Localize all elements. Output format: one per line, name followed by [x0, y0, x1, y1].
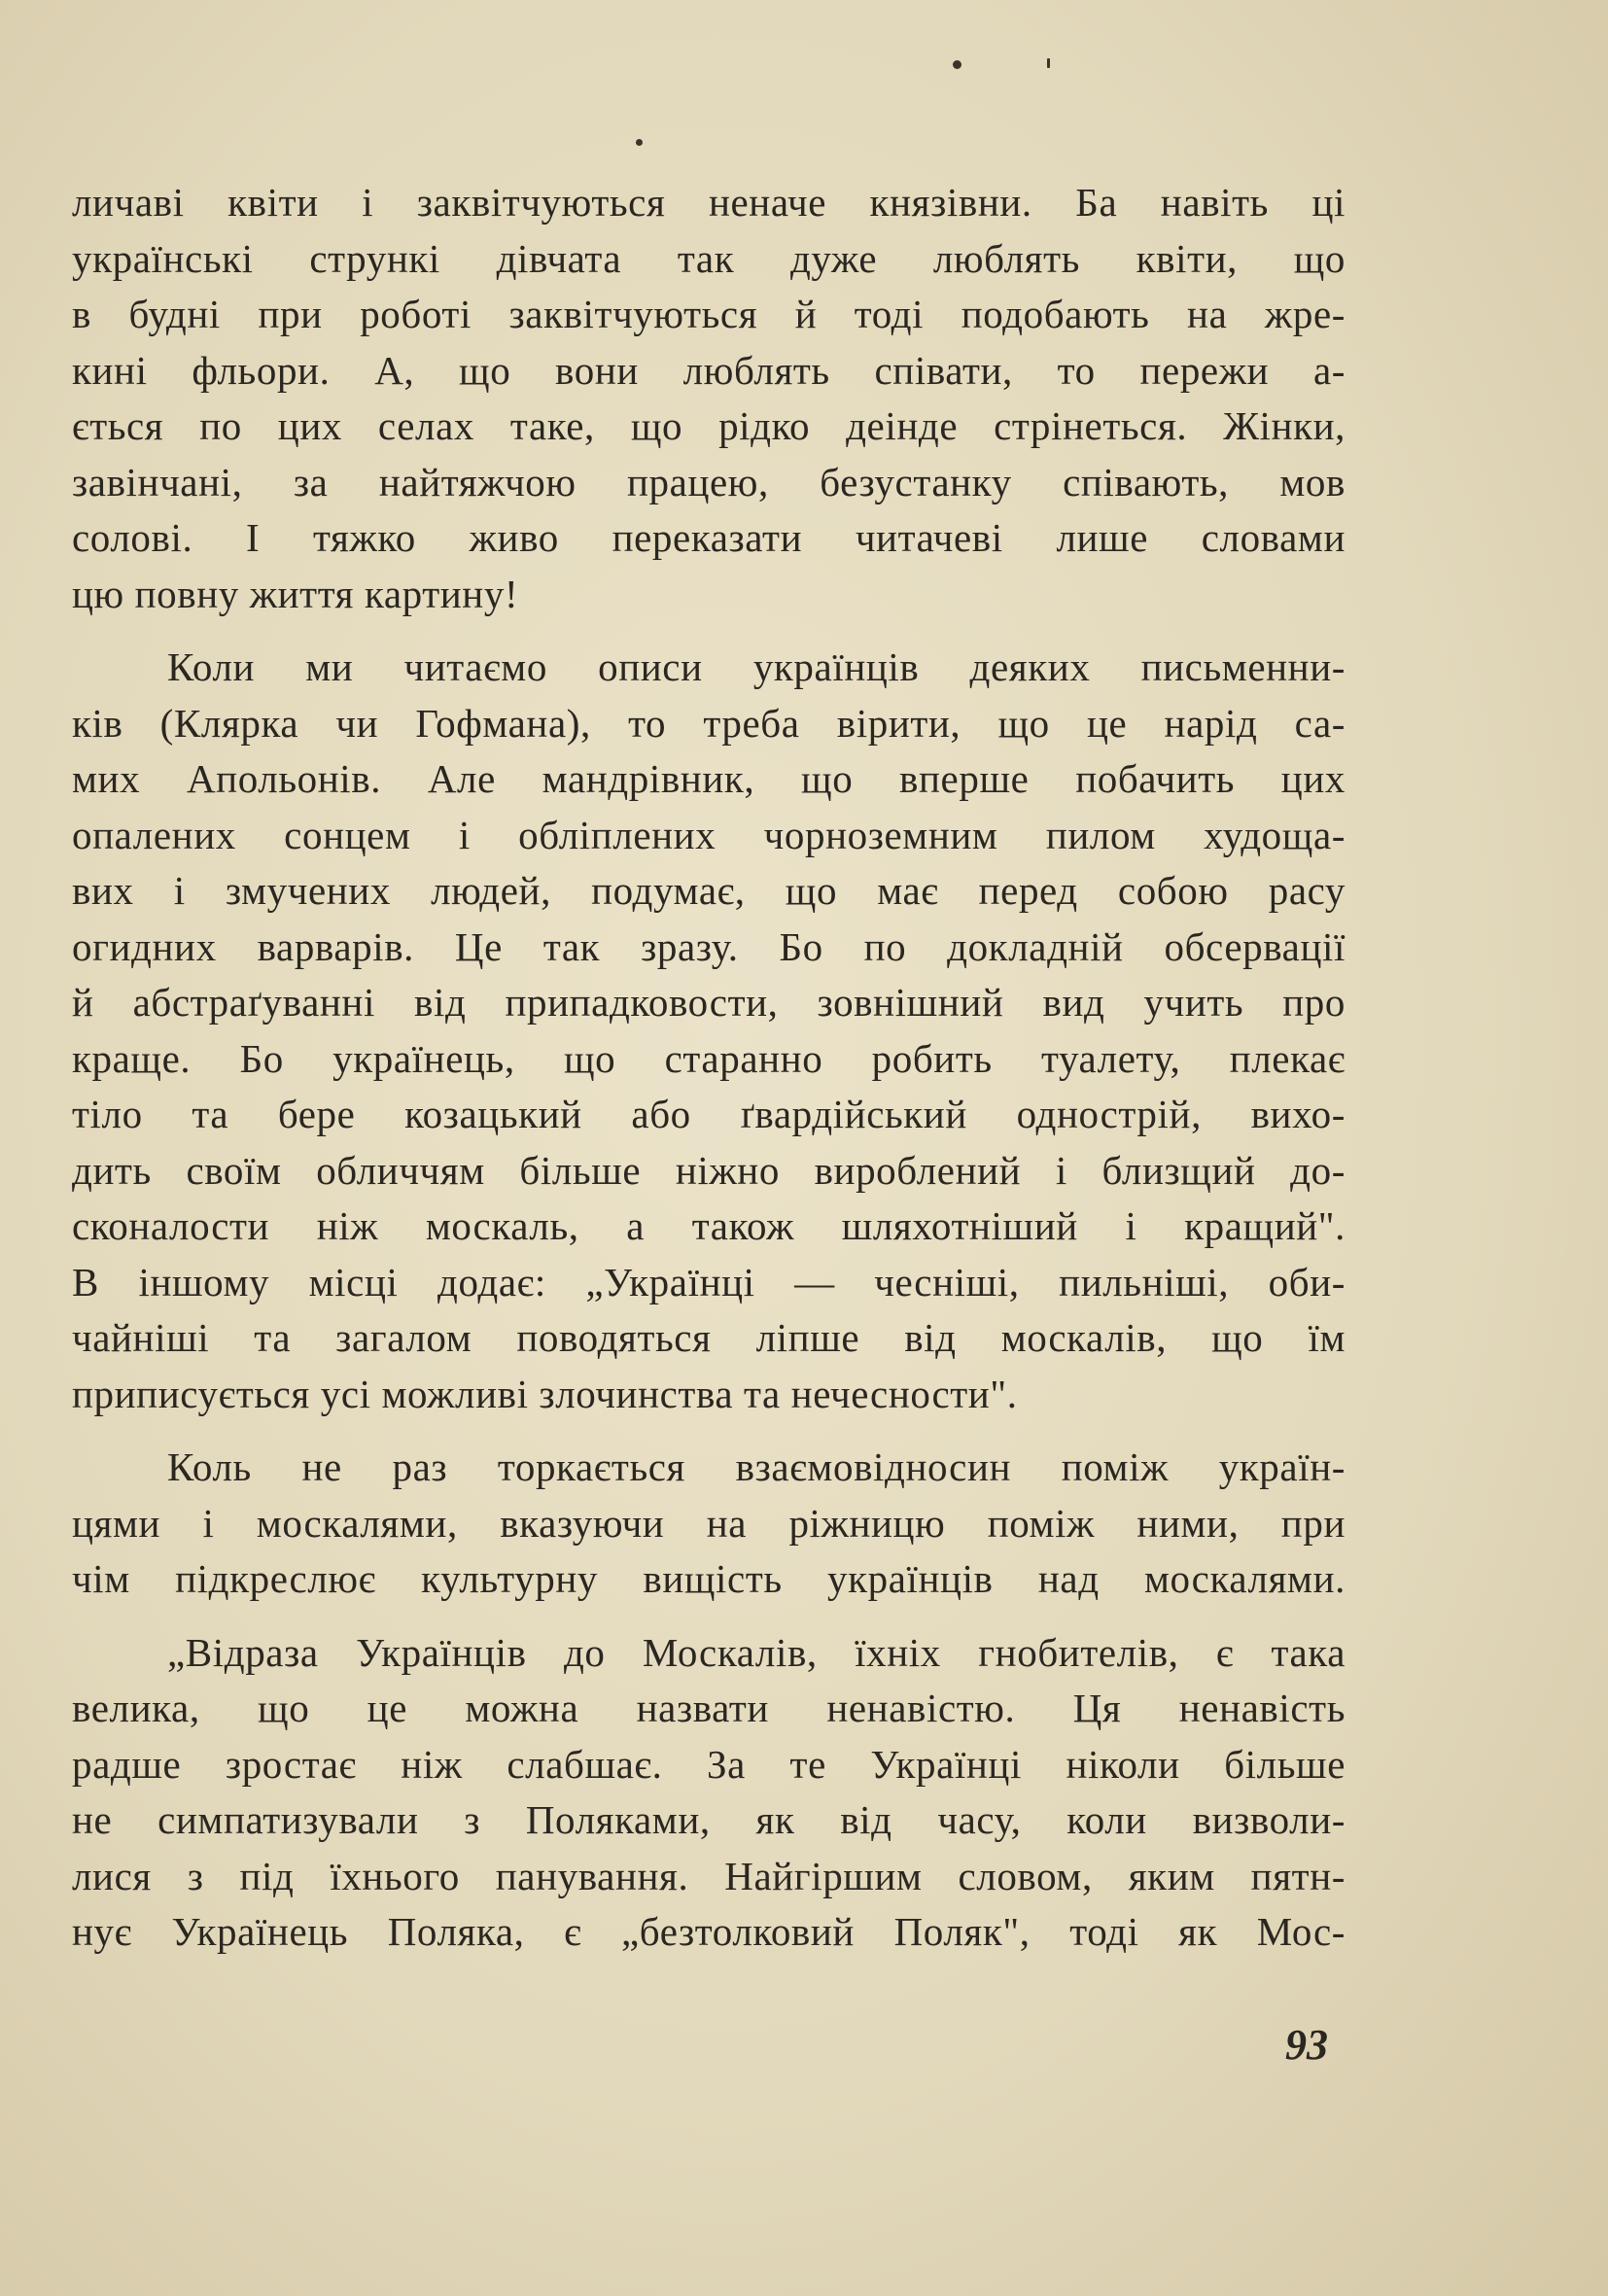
text-line: огидних варварів. Це так зразу. Бо по докладній обсервації — [72, 923, 1346, 969]
text-line: опалених сонцем і обліплених чорноземним пилом худоща- — [72, 812, 1346, 857]
text-line: Коль не раз торкається взаємовідносин поміж україн- — [167, 1444, 1346, 1489]
page-number: 93 — [1285, 2021, 1328, 2069]
text-line: ється по цих селах таке, що рідко деінде стрінеться. Жінки, — [72, 403, 1346, 448]
text-line: українські стрункі дівчата так дуже люблять квіти, що — [72, 235, 1346, 281]
paragraph-2 — [72, 640, 1346, 1422]
text-line: краще. Бо українець, що старанно робить туалету, плекає — [72, 1035, 1346, 1081]
text-line: й абстраґуванні від припадковости, зовнішний вид учить про — [72, 980, 1346, 1025]
text-line: кині фльори. А, що вони люблять співати, то пережи а- — [72, 347, 1346, 393]
text-line: В іншому місці додає: „Українці — чесніші, пильніші, оби- — [72, 1259, 1346, 1305]
text-line: ків (Клярка чи Гофмана), то треба вірити, що це нарід са- — [72, 700, 1346, 746]
text-line: не симпатизували з Поляками, як від часу, коли визволи- — [72, 1797, 1346, 1842]
paragraph-1 — [72, 175, 1346, 622]
body-text — [72, 175, 1346, 1961]
text-line: цю повну життя картину! — [72, 571, 519, 616]
ink-speck — [1047, 58, 1050, 68]
text-line: чайніші та загалом поводяться ліпше від москалів, що їм — [72, 1315, 1346, 1360]
text-line: Коли ми читаємо описи українців деяких письменни- — [167, 644, 1346, 689]
ink-speck — [636, 139, 643, 146]
text-line: вих і змучених людей, подумає, що має перед собою расу — [72, 868, 1346, 913]
paragraph-4 — [72, 1625, 1346, 1961]
text-line: радше зростає ніж слабшає. За те Українці ніколи більше — [72, 1741, 1346, 1787]
text-line: цями і москалями, вказуючи на ріжницю поміж ними, при — [72, 1500, 1346, 1546]
text-line: солові. І тяжко живо переказати читачеві лише словами — [72, 515, 1346, 560]
text-line: приписується усі можливі злочинства та нечесности". — [72, 1371, 1018, 1416]
text-line: нує Українець Поляка, є „безтолковий Поляк", тоді як Мос- — [72, 1909, 1346, 1954]
text-line: чім підкреслює культурну вищість українців над москалями. — [72, 1556, 1346, 1601]
text-line: велика, що це можна назвати ненавістю. Ця ненавість — [72, 1686, 1346, 1730]
text-line: лися з під їхнього панування. Найгіршим словом, яким пятн- — [72, 1853, 1346, 1898]
paragraph-3 — [72, 1440, 1346, 1608]
ink-speck — [953, 60, 961, 69]
text-line: личаві квіти і заквітчуються неначе князівни. Ба навіть ці — [72, 180, 1346, 225]
text-line: в будні при роботі заквітчуються й тоді подобають на жре- — [72, 292, 1346, 336]
text-line: мих Апольонів. Але мандрівник, що вперше побачить цих — [72, 756, 1346, 801]
text-line: завінчані, за найтяжчою працею, безустанку співають, мов — [72, 459, 1346, 504]
text-line: тіло та бере козацький або ґвардійський однострій, вихо- — [72, 1092, 1346, 1136]
text-line: дить своїм обличчям більше ніжно вироблений і близщий до- — [72, 1147, 1346, 1193]
text-line: сконалости ніж москаль, а також шляхотніший і кращий". — [72, 1203, 1346, 1248]
text-line: „Відраза Українців до Москалів, їхніх гнобителів, є така — [167, 1629, 1346, 1675]
